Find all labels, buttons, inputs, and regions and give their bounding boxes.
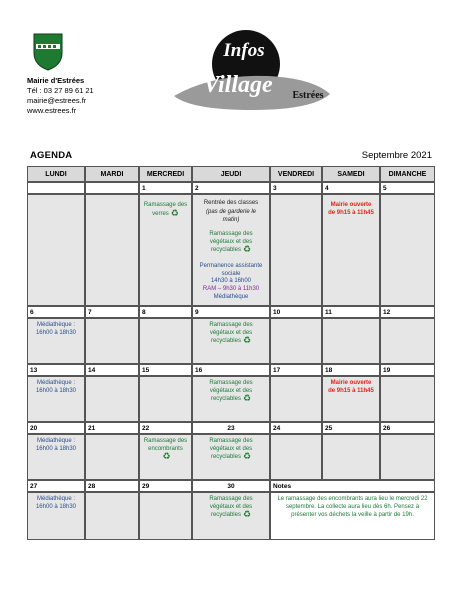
date-cell: 23 [192, 422, 270, 434]
event-line: recyclables [210, 247, 241, 253]
day-content [27, 434, 85, 480]
recycle-icon: ♻ [242, 451, 252, 461]
date-cell: 14 [85, 364, 139, 376]
date-cell: 28 [85, 480, 139, 492]
event-mairie-ouverte [323, 202, 379, 217]
date-cell: 9 [192, 306, 270, 318]
event-rentree-classes: Rentrée des classes [203, 200, 259, 206]
date-cell [85, 182, 139, 194]
day-content [27, 318, 85, 364]
event-ramassage-verres [140, 202, 191, 218]
agenda-title: AGENDA [30, 150, 73, 161]
date-cell: 15 [139, 364, 192, 376]
date-cell: 7 [85, 306, 139, 318]
event-ramassage-vegetaux [193, 231, 269, 255]
day-header-samedi: SAMEDI [322, 166, 380, 182]
event-mediatheque [28, 380, 84, 395]
day-content [27, 492, 85, 540]
day-content [85, 492, 139, 540]
date-cell: 22 [139, 422, 192, 434]
notes-box [270, 492, 435, 540]
day-content [192, 318, 270, 364]
date-cell: 17 [270, 364, 322, 376]
event-permanence-assistante [193, 263, 269, 286]
mairie-website[interactable]: www.estrees.fr [27, 106, 77, 115]
day-content [192, 434, 270, 480]
event-line: encombrants [148, 445, 183, 452]
date-cell: 1 [139, 182, 192, 194]
mairie-name: Mairie d'Estrées [27, 76, 85, 85]
coat-of-arms-icon [33, 33, 63, 71]
date-cell: 26 [380, 422, 435, 434]
event-line: végétaux et des [209, 238, 253, 245]
event-line: Ramassage des [143, 438, 188, 444]
date-cell: 5 [380, 182, 435, 194]
event-line: Ramassage des [209, 231, 253, 237]
logo-word-village: Village [203, 72, 273, 98]
event-mediatheque [28, 496, 84, 511]
day-content [322, 318, 380, 364]
event-line: 16h00 à 18h30 [35, 387, 77, 394]
event-mediatheque [28, 438, 84, 453]
mairie-phone: Tél : 03 27 89 61 21 [27, 86, 94, 95]
event-line: Médiathèque : [36, 438, 76, 444]
event-line: végétaux et des [209, 445, 253, 452]
recycle-icon: ♻ [242, 244, 252, 254]
date-cell: 19 [380, 364, 435, 376]
day-header-mardi: MARDI [85, 166, 139, 182]
event-line: verres [152, 210, 169, 217]
event-line: 16h00 à 18h30 [35, 503, 77, 510]
mairie-email[interactable]: mairie@estrees.fr [27, 96, 87, 105]
day-content [270, 194, 322, 306]
day-content [139, 194, 192, 306]
day-content [270, 434, 322, 480]
event-line: Mairie ouverte [330, 202, 372, 208]
day-content [380, 434, 435, 480]
day-content [192, 376, 270, 422]
day-content [270, 318, 322, 364]
day-content [27, 194, 85, 306]
day-content [85, 194, 139, 306]
date-cell: 21 [85, 422, 139, 434]
date-cell: 27 [27, 480, 85, 492]
event-line: sociale [221, 270, 241, 277]
date-cell: 6 [27, 306, 85, 318]
event-line: recyclables [210, 338, 241, 344]
day-content [139, 376, 192, 422]
event-line: Ramassage des [209, 380, 253, 386]
date-cell: 16 [192, 364, 270, 376]
day-header-dimanche: DIMANCHE [380, 166, 435, 182]
mairie-contact [27, 76, 94, 116]
day-header-mercredi: MERCREDI [139, 166, 192, 182]
event-mediatheque: Médiathèque [213, 294, 249, 300]
recycle-icon: ♻ [242, 393, 252, 403]
event-line: recyclables [210, 512, 241, 518]
day-content [27, 376, 85, 422]
event-line: Ramassage des [209, 322, 253, 328]
day-content [139, 434, 192, 480]
day-content [139, 492, 192, 540]
date-cell: 30 [192, 480, 270, 492]
event-line: Mairie ouverte [330, 380, 372, 386]
date-cell: 29 [139, 480, 192, 492]
event-line: recyclables [210, 396, 241, 402]
recycle-icon: ♻ [162, 451, 171, 461]
event-line: Médiathèque : [36, 322, 76, 328]
event-line: (pas de garderie le [205, 209, 257, 215]
date-cell: 20 [27, 422, 85, 434]
day-content [85, 434, 139, 480]
day-header-lundi: LUNDI [27, 166, 85, 182]
day-header-jeudi: JEUDI [192, 166, 270, 182]
event-ramassage-vegetaux [193, 380, 269, 404]
day-content [322, 376, 380, 422]
event-line: Permanence assistante [199, 263, 263, 269]
date-cell: 12 [380, 306, 435, 318]
event-line: 14h30 à 16h00 [210, 278, 252, 284]
day-content [270, 376, 322, 422]
event-line: 16h00 à 18h30 [35, 329, 77, 336]
event-ramassage-vegetaux [193, 322, 269, 346]
event-mediatheque [28, 322, 84, 337]
event-line: 16h00 à 18h30 [35, 445, 77, 452]
date-cell: 8 [139, 306, 192, 318]
recycle-icon: ♻ [242, 335, 252, 345]
event-line: végétaux et des [209, 329, 253, 336]
event-ramassage-vegetaux [193, 496, 269, 520]
day-content [322, 194, 380, 306]
event-ram: RAM – 9h30 à 11h30 [202, 286, 260, 292]
event-line: de 9h15 à 11h45 [328, 209, 374, 216]
date-cell: 10 [270, 306, 322, 318]
recycle-icon: ♻ [242, 509, 252, 519]
day-content [192, 492, 270, 540]
day-content [85, 376, 139, 422]
date-cell: 2 [192, 182, 270, 194]
notes-text: Le ramassage des encombrants aura lieu le mercredi 22 septembre. La collecte aura lieu dès 6h. Pensez à présenter vos déchets la veille à partir de 19h. [277, 496, 428, 518]
event-ramassage-vegetaux [193, 438, 269, 462]
event-ramassage-encombrants [140, 438, 191, 462]
day-header-vendredi: VENDREDI [270, 166, 322, 182]
calendar [27, 166, 435, 540]
day-content [380, 194, 435, 306]
logo-word-infos: Infos [223, 40, 265, 61]
day-content [380, 318, 435, 364]
event-line: Médiathèque : [36, 496, 76, 502]
date-cell: 3 [270, 182, 322, 194]
logo-word-estrees: Estrées [292, 90, 324, 101]
notes-header: Notes [270, 480, 435, 492]
date-cell: 4 [322, 182, 380, 194]
date-cell [27, 182, 85, 194]
date-cell: 25 [322, 422, 380, 434]
day-content [139, 318, 192, 364]
recycle-icon: ♻ [170, 207, 179, 218]
day-content [380, 376, 435, 422]
event-line: végétaux et des [209, 503, 253, 510]
event-line: matin) [222, 216, 240, 223]
event-line: Ramassage des [209, 496, 253, 502]
date-cell: 11 [322, 306, 380, 318]
date-cell: 13 [27, 364, 85, 376]
event-line: végétaux et des [209, 387, 253, 394]
event-pas-de-garderie [193, 209, 269, 224]
event-line: Ramassage des [209, 438, 253, 444]
event-line: Médiathèque : [36, 380, 76, 386]
event-mairie-ouverte [323, 380, 379, 395]
infos-village-logo [172, 26, 332, 111]
event-line: de 9h15 à 11h45 [328, 387, 374, 394]
event-line: recyclables [210, 454, 241, 460]
day-content [322, 434, 380, 480]
event-line: Ramassage des [143, 202, 188, 208]
day-content [85, 318, 139, 364]
date-cell: 24 [270, 422, 322, 434]
date-cell: 18 [322, 364, 380, 376]
day-content [192, 194, 270, 306]
month-title: Septembre 2021 [361, 150, 432, 161]
